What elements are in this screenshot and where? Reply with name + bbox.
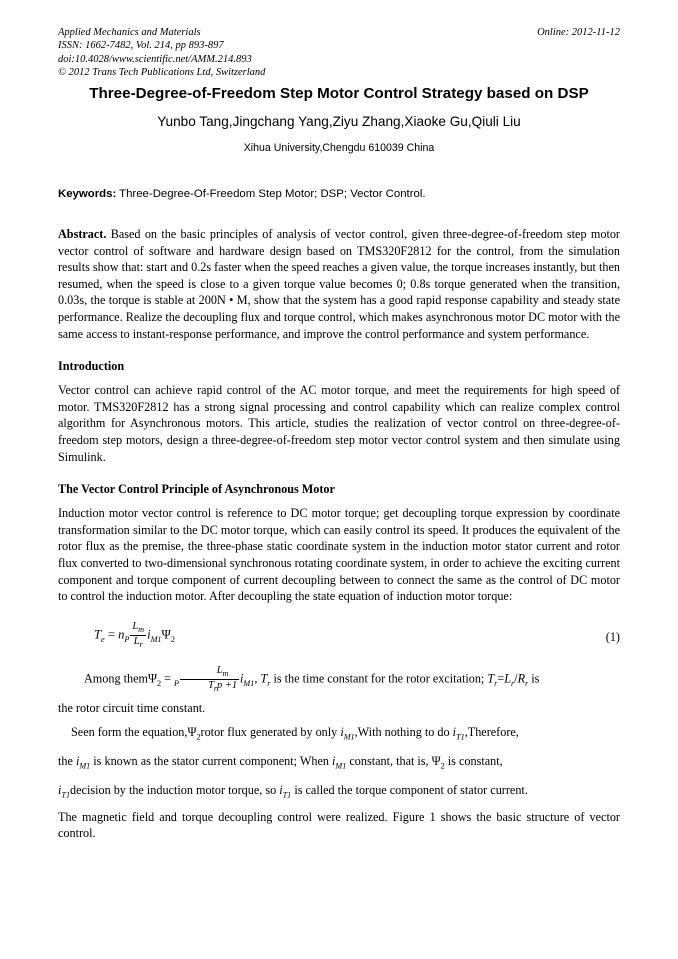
page-header [58,26,620,84]
eq2-tr2: T [487,671,495,686]
eq2-frac-num-sub: m [222,668,229,678]
eq2-tail-b: is the time constant for the rotor excitation; [273,671,485,686]
eq1-var2-sub: 2 [170,634,175,644]
abstract-text: Based on the basic principles of analysis of vector control, given three-degree-of-freedom step motor vector control of software and hardware design based on TMS320F2812 for the control, from the simulation results show that: start and 0.2s faster when the speed reaches a given value, the torque increases instantly, but then resumed, when the speed is close to a given torque value becomes 0; 0.8s torque generated when the transition, 0.03s, the torque is stable at 200N • M, show that the system has a good rapid response capability and steady state performance. Realize the decoupling flux and torque control, which makes asynchronous motor DC motor with the same access to instant-response performance, and improve the control performance and system performance. [58,227,620,341]
closing-1b: rotor flux generated by only [200,724,338,739]
keywords-block [58,186,620,202]
eq1-var2: Ψ [161,627,171,642]
eq1-frac-den-var: L [133,635,140,647]
eq2-psi-sub: 2 [156,678,162,688]
closing-2d: is constant, [447,753,503,768]
closing-iM1-3: i [332,753,336,768]
copyright-line: © 2012 Trans Tech Publications Ltd, Switzerland [58,67,266,79]
closing-line-1 [58,721,620,748]
closing-iM1: i [340,724,344,739]
closing-iT1-2: i [58,783,62,798]
closing-psi2-sub: 2 [196,731,201,741]
vector-control-paragraph: Induction motor vector control is reference to DC motor torque; get decoupling torque expression by coordinate transformation similar to the DC motor torque, which can easily control its speed. It produces the equivalent of the rotor flux as the premise, the three-phase static coordinate system in the induction motor stator current and rotor flux converted to two-dimensional synchronous rotating coordinate system, in order to achieve the exciting current component and torque component of current decoupling between to connect the same as the control of DC motor to control the induction motor. After decoupling the state equation of induction motor torque: [58,506,620,604]
eq2-equals: = [164,671,171,686]
equation-1 [94,621,175,650]
introduction-paragraph: Vector control can achieve rapid control of the AC motor torque, and meet the requirements for high speed of motor. TMS320F2812 has a strong signal processing and control capability which can realize complex control algorithm for Asynchronous motors. This article, studies the realization of vector control on three-degree-of-freedom step motors, design a three-degree-of-freedom step motor vector control system and then simulate using Simulink. [58,383,620,464]
closing-line-4: The magnetic field and torque decoupling control were realized. Figure 1 shows the basic structure of vector control. [58,809,620,841]
eq2-i: i [240,671,244,686]
eq2-tr2-sub: r [494,678,498,688]
closing-1d: ,Therefore, [464,724,519,739]
eq2-frac-den-var: T [208,679,214,691]
closing-1c: ,With nothing to do [354,724,450,739]
eq1-frac-num-sub: m [138,624,145,634]
closing-iT1-3: i [279,783,283,798]
eq1-coef-sub: P [124,634,130,644]
eq2-comma: , [254,671,258,686]
eq1-frac-numerator [130,621,146,636]
eq1-lhs-sub: e [101,634,105,644]
closing-iM1-3-sub: M1 [335,761,347,771]
eq2-frac-den-sub: r [213,683,218,693]
eq1-lhs: T [94,627,102,642]
eq2-lr: L [504,671,511,686]
issn-line: ISSN: 1662-7482, Vol. 214, pp 893-897 [58,40,224,52]
closing-1a: Seen form the equation, [71,724,188,739]
journal-name: Applied Mechanics and Materials [58,27,201,38]
eq2-frac-numerator [180,665,239,680]
eq2-frac-num-var: L [216,664,223,676]
eq2-equals2: = [497,671,505,686]
eq2-lead: Among them [84,671,148,686]
eq2-slash: / [514,671,518,686]
eq2-lr-sub: r [510,678,515,688]
equation-1-row [58,621,620,655]
eq2-rr: R [517,671,526,686]
equation-2-paragraph [58,665,620,695]
closing-iT1-3-sub: T1 [282,790,292,800]
closing-3a: decision by the induction motor torque, so [70,783,277,798]
eq2-rr-sub: r [525,678,529,688]
closing-3b: is called the torque component of stator current. [294,783,528,798]
closing-iM1-sub: M1 [343,731,355,741]
section-heading-vector-control: The Vector Control Principle of Asynchronous Motor [58,482,335,497]
closing-2c: constant, that is, [349,753,429,768]
equation-1-number: (1) [605,629,620,644]
eq1-equals: = [107,627,115,642]
keywords-text: Three-Degree-Of-Freedom Step Motor; DSP; Vector Control. [119,188,426,200]
closing-iT1-sub: T1 [456,731,465,741]
closing-2a: the [58,753,73,768]
after-equation-2-line: the rotor circuit time constant. [58,700,206,715]
closing-iT1: i [452,724,457,739]
page-title: Three-Degree-of-Freedom Step Motor Control Strategy based on DSP [89,85,589,102]
closing-line-2 [58,750,620,777]
keywords-label: Keywords: [58,188,117,200]
eq2-frac-den-rest: p +1 [217,679,238,691]
abstract-paragraph [58,226,620,342]
closing-psi2-2: Ψ [431,753,441,768]
eq2-fraction [180,665,239,694]
closing-psi2-2-sub: 2 [440,761,445,771]
eq2-tr-sub: r [267,678,271,688]
eq2-p: P [174,678,180,688]
doi-line: doi:10.4028/www.scientific.net/AMM.214.893 [58,53,252,65]
eq1-frac-den-sub: r [139,639,143,649]
closing-psi2: Ψ [187,724,197,739]
eq2-i-sub: M1 [243,678,255,688]
closing-line-3 [58,779,620,806]
closing-iT1-2-sub: T1 [61,790,71,800]
eq1-var1: i [147,627,151,642]
eq1-var1-sub: M1 [150,634,162,644]
section-heading-introduction: Introduction [58,359,125,374]
eq1-frac-num-var: L [132,620,139,632]
header-left-block [58,26,265,80]
eq1-frac-denominator [130,636,146,650]
closing-2b: is known as the stator current component; When [93,753,329,768]
eq2-psi: Ψ [147,671,157,686]
eq2-tail-c: is [531,671,540,686]
online-date: Online: 2012-11-12 [537,27,620,38]
closing-iM1-2-sub: M1 [79,761,91,771]
eq1-coef: n [118,627,125,642]
abstract-label: Abstract. [58,227,107,241]
eq2-frac-denominator [180,680,239,694]
eq2-tr: T [260,671,268,686]
affiliation: Xihua University,Chengdu 610039 China [243,142,435,154]
author-list: Yunbo Tang,Jingchang Yang,Ziyu Zhang,Xiaoke Gu,Qiuli Liu [157,114,521,129]
closing-iM1-2: i [75,753,80,768]
eq1-fraction [130,621,146,650]
